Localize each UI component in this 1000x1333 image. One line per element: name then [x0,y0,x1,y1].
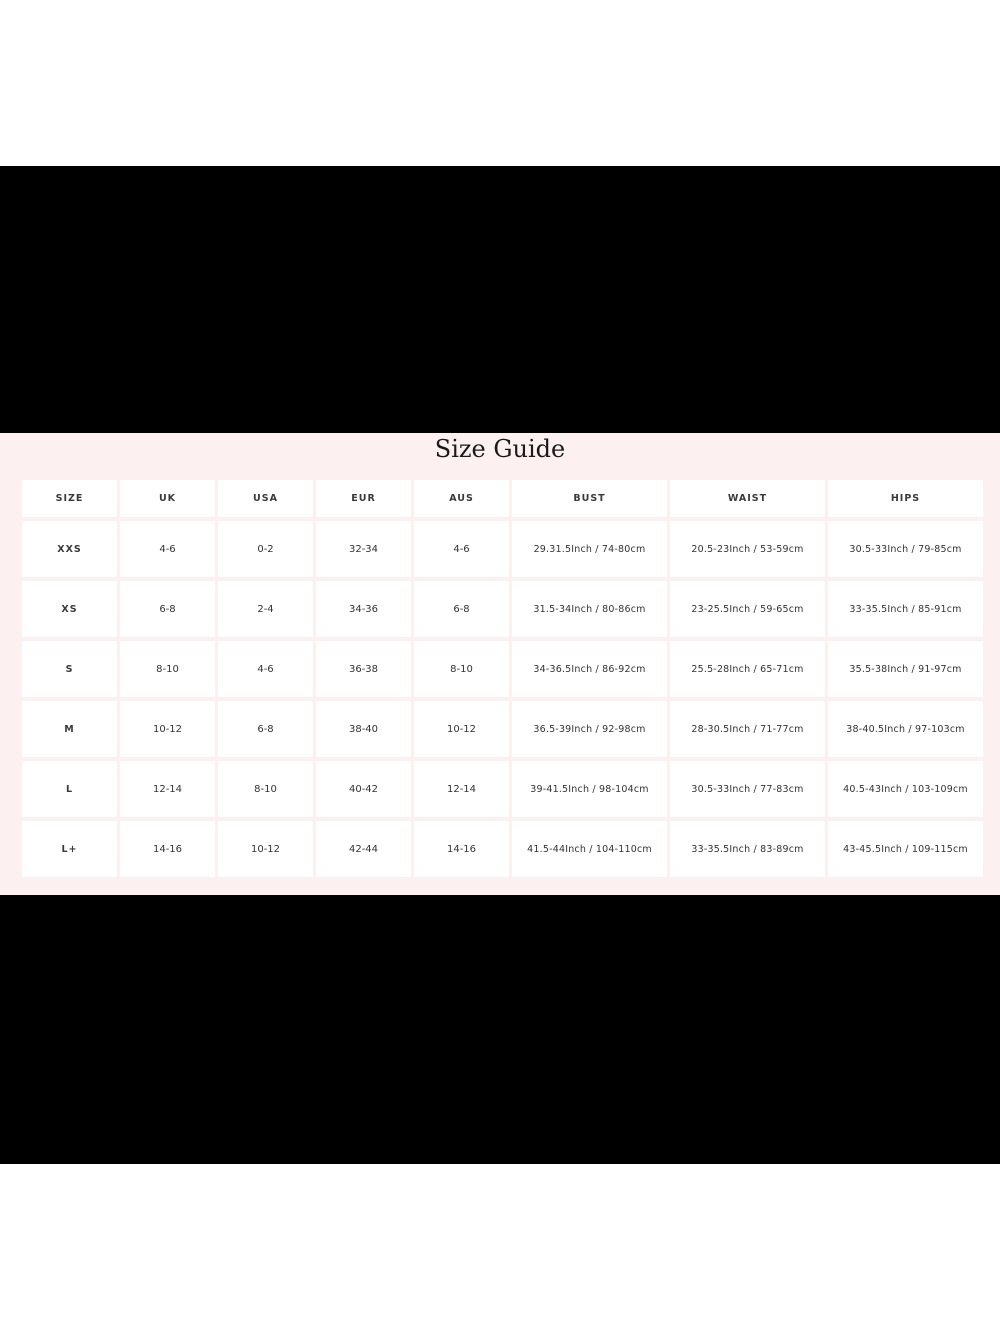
table-cell-uk: 12-14 [120,761,215,817]
table-cell-hips: 33-35.5Inch / 85-91cm [828,581,983,637]
table-cell-uk: 14-16 [120,821,215,877]
table-cell-aus: 4-6 [414,521,509,577]
table-cell-aus: 12-14 [414,761,509,817]
table-cell-size: S [22,641,117,697]
size-guide-panel [0,433,1000,895]
table-cell-usa: 10-12 [218,821,313,877]
table-cell-aus: 10-12 [414,701,509,757]
table-cell-uk: 4-6 [120,521,215,577]
table-cell-aus: 6-8 [414,581,509,637]
table-cell-bust: 36.5-39Inch / 92-98cm [512,701,667,757]
table-cell-usa: 0-2 [218,521,313,577]
table-cell-eur: 42-44 [316,821,411,877]
table-cell-bust: 29.31.5Inch / 74-80cm [512,521,667,577]
table-cell-hips: 35.5-38Inch / 91-97cm [828,641,983,697]
column-header-eur: EUR [316,480,411,517]
table-cell-waist: 23-25.5Inch / 59-65cm [670,581,825,637]
table-cell-size: M [22,701,117,757]
table-cell-uk: 10-12 [120,701,215,757]
table-cell-size: XS [22,581,117,637]
table-cell-eur: 36-38 [316,641,411,697]
table-cell-uk: 8-10 [120,641,215,697]
table-cell-bust: 39-41.5Inch / 98-104cm [512,761,667,817]
table-cell-size: L [22,761,117,817]
table-cell-size: L+ [22,821,117,877]
column-header-bust: BUST [512,480,667,517]
table-cell-eur: 40-42 [316,761,411,817]
table-cell-hips: 30.5-33Inch / 79-85cm [828,521,983,577]
table-cell-waist: 20.5-23Inch / 53-59cm [670,521,825,577]
table-cell-hips: 38-40.5Inch / 97-103cm [828,701,983,757]
column-header-uk: UK [120,480,215,517]
table-cell-eur: 34-36 [316,581,411,637]
table-cell-aus: 14-16 [414,821,509,877]
table-cell-waist: 25.5-28Inch / 65-71cm [670,641,825,697]
table-cell-bust: 41.5-44Inch / 104-110cm [512,821,667,877]
table-cell-usa: 4-6 [218,641,313,697]
table-cell-waist: 33-35.5Inch / 83-89cm [670,821,825,877]
table-cell-aus: 8-10 [414,641,509,697]
table-cell-waist: 30.5-33Inch / 77-83cm [670,761,825,817]
table-cell-waist: 28-30.5Inch / 71-77cm [670,701,825,757]
table-cell-size: XXS [22,521,117,577]
table-cell-bust: 34-36.5Inch / 86-92cm [512,641,667,697]
size-table [22,480,986,880]
table-cell-usa: 8-10 [218,761,313,817]
column-header-aus: AUS [414,480,509,517]
table-cell-usa: 6-8 [218,701,313,757]
table-cell-bust: 31.5-34Inch / 80-86cm [512,581,667,637]
column-header-hips: HIPS [828,480,983,517]
table-cell-eur: 32-34 [316,521,411,577]
column-header-waist: WAIST [670,480,825,517]
table-cell-hips: 43-45.5Inch / 109-115cm [828,821,983,877]
table-cell-hips: 40.5-43Inch / 103-109cm [828,761,983,817]
size-guide-title: Size Guide [434,435,566,463]
column-header-size: SIZE [22,480,117,517]
column-header-usa: USA [218,480,313,517]
table-cell-usa: 2-4 [218,581,313,637]
table-cell-eur: 38-40 [316,701,411,757]
table-cell-uk: 6-8 [120,581,215,637]
